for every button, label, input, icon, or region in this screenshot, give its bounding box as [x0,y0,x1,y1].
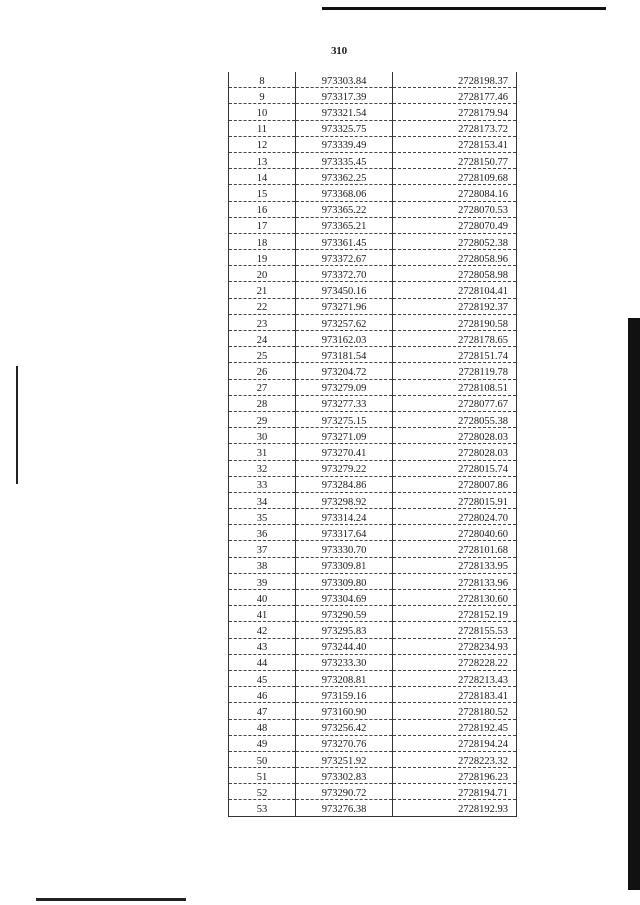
x-coordinate: 973295.83 [296,622,393,638]
table-row [229,541,517,557]
scan-mark-left [16,366,18,484]
x-coordinate: 973372.67 [296,250,393,266]
point-number: 51 [229,768,296,784]
x-coordinate: 973325.75 [296,120,393,136]
point-number: 9 [229,88,296,104]
table-row [229,120,517,136]
x-coordinate: 973279.22 [296,460,393,476]
y-coordinate: 2728133.95 [393,557,517,573]
table-row [229,573,517,589]
table-row [229,152,517,168]
y-coordinate: 2728234.93 [393,638,517,654]
table-row [229,476,517,492]
point-number: 28 [229,395,296,411]
x-coordinate: 973368.06 [296,185,393,201]
table-row [229,379,517,395]
x-coordinate: 973251.92 [296,751,393,767]
point-number: 8 [229,72,296,88]
point-number: 32 [229,460,296,476]
point-number: 13 [229,152,296,168]
point-number: 29 [229,411,296,427]
point-number: 12 [229,136,296,152]
point-number: 45 [229,670,296,686]
point-number: 48 [229,719,296,735]
point-number: 31 [229,444,296,460]
x-coordinate: 973330.70 [296,541,393,557]
y-coordinate: 2728055.38 [393,411,517,427]
table-row [229,492,517,508]
table-row [229,557,517,573]
table-row [229,347,517,363]
y-coordinate: 2728180.52 [393,703,517,719]
x-coordinate: 973279.09 [296,379,393,395]
table-row [229,104,517,120]
table-row [229,590,517,606]
y-coordinate: 2728194.24 [393,735,517,751]
table-row [229,638,517,654]
point-number: 23 [229,314,296,330]
y-coordinate: 2728192.93 [393,800,517,816]
point-number: 34 [229,492,296,508]
y-coordinate: 2728101.68 [393,541,517,557]
y-coordinate: 2728024.70 [393,509,517,525]
table-row [229,411,517,427]
y-coordinate: 2728153.41 [393,136,517,152]
point-number: 25 [229,347,296,363]
point-number: 47 [229,703,296,719]
y-coordinate: 2728108.51 [393,379,517,395]
y-coordinate: 2728228.22 [393,654,517,670]
table-row [229,525,517,541]
x-coordinate: 973361.45 [296,233,393,249]
table-row [229,233,517,249]
y-coordinate: 2728109.68 [393,169,517,185]
table-row [229,201,517,217]
point-number: 44 [229,654,296,670]
y-coordinate: 2728198.37 [393,72,517,88]
table-row [229,428,517,444]
point-number: 30 [229,428,296,444]
point-number: 42 [229,622,296,638]
table-row [229,363,517,379]
table-row [229,185,517,201]
point-number: 17 [229,217,296,233]
x-coordinate: 973160.90 [296,703,393,719]
x-coordinate: 973277.33 [296,395,393,411]
point-number: 40 [229,590,296,606]
x-coordinate: 973317.39 [296,88,393,104]
y-coordinate: 2728183.41 [393,687,517,703]
table-row [229,606,517,622]
table-row [229,217,517,233]
scan-edge-top [322,7,606,10]
y-coordinate: 2728028.03 [393,428,517,444]
page-number: 310 [331,45,347,57]
x-coordinate: 973302.83 [296,768,393,784]
table-row [229,670,517,686]
table-row [229,751,517,767]
point-number: 19 [229,250,296,266]
y-coordinate: 2728015.74 [393,460,517,476]
x-coordinate: 973276.38 [296,800,393,816]
scan-edge-bottom [36,898,186,901]
table-row [229,250,517,266]
point-number: 39 [229,573,296,589]
x-coordinate: 973271.09 [296,428,393,444]
table-row [229,136,517,152]
point-number: 26 [229,363,296,379]
y-coordinate: 2728119.78 [393,363,517,379]
point-number: 27 [229,379,296,395]
y-coordinate: 2728173.72 [393,120,517,136]
table-row [229,687,517,703]
point-number: 36 [229,525,296,541]
y-coordinate: 2728192.45 [393,719,517,735]
point-number: 50 [229,751,296,767]
x-coordinate: 973256.42 [296,719,393,735]
coordinates-table-body [229,72,517,816]
point-number: 11 [229,120,296,136]
x-coordinate: 973208.81 [296,670,393,686]
x-coordinate: 973270.76 [296,735,393,751]
table-row [229,72,517,88]
table-row [229,266,517,282]
x-coordinate: 973362.25 [296,169,393,185]
point-number: 37 [229,541,296,557]
table-row [229,331,517,347]
table-row [229,703,517,719]
table-row [229,735,517,751]
point-number: 41 [229,606,296,622]
table-row [229,800,517,816]
x-coordinate: 973372.70 [296,266,393,282]
point-number: 53 [229,800,296,816]
x-coordinate: 973298.92 [296,492,393,508]
x-coordinate: 973284.86 [296,476,393,492]
table-row [229,314,517,330]
y-coordinate: 2728070.49 [393,217,517,233]
x-coordinate: 973162.03 [296,331,393,347]
x-coordinate: 973339.49 [296,136,393,152]
point-number: 35 [229,509,296,525]
table-row [229,395,517,411]
y-coordinate: 2728007.86 [393,476,517,492]
x-coordinate: 973450.16 [296,282,393,298]
y-coordinate: 2728194.71 [393,784,517,800]
point-number: 43 [229,638,296,654]
x-coordinate: 973303.84 [296,72,393,88]
y-coordinate: 2728070.53 [393,201,517,217]
x-coordinate: 973271.96 [296,298,393,314]
table-row [229,169,517,185]
x-coordinate: 973257.62 [296,314,393,330]
x-coordinate: 973365.21 [296,217,393,233]
x-coordinate: 973270.41 [296,444,393,460]
point-number: 24 [229,331,296,347]
point-number: 22 [229,298,296,314]
point-number: 14 [229,169,296,185]
point-number: 38 [229,557,296,573]
y-coordinate: 2728040.60 [393,525,517,541]
scan-edge-right [628,318,640,890]
point-number: 16 [229,201,296,217]
table-row [229,654,517,670]
point-number: 21 [229,282,296,298]
table-row [229,784,517,800]
y-coordinate: 2728152.19 [393,606,517,622]
x-coordinate: 973204.72 [296,363,393,379]
x-coordinate: 973290.59 [296,606,393,622]
table-row [229,460,517,476]
x-coordinate: 973275.15 [296,411,393,427]
point-number: 49 [229,735,296,751]
table-row [229,282,517,298]
x-coordinate: 973159.16 [296,687,393,703]
table-row [229,768,517,784]
x-coordinate: 973365.22 [296,201,393,217]
x-coordinate: 973233.30 [296,654,393,670]
x-coordinate: 973290.72 [296,784,393,800]
point-number: 46 [229,687,296,703]
y-coordinate: 2728223.32 [393,751,517,767]
x-coordinate: 973335.45 [296,152,393,168]
y-coordinate: 2728015.91 [393,492,517,508]
y-coordinate: 2728058.98 [393,266,517,282]
point-number: 15 [229,185,296,201]
y-coordinate: 2728028.03 [393,444,517,460]
y-coordinate: 2728150.77 [393,152,517,168]
y-coordinate: 2728058.96 [393,250,517,266]
y-coordinate: 2728151.74 [393,347,517,363]
x-coordinate: 973314.24 [296,509,393,525]
y-coordinate: 2728213.43 [393,670,517,686]
y-coordinate: 2728077.67 [393,395,517,411]
y-coordinate: 2728084.16 [393,185,517,201]
coordinates-table [228,72,517,817]
table-row [229,622,517,638]
y-coordinate: 2728192.37 [393,298,517,314]
table-row [229,509,517,525]
y-coordinate: 2728190.58 [393,314,517,330]
x-coordinate: 973181.54 [296,347,393,363]
point-number: 33 [229,476,296,492]
y-coordinate: 2728155.53 [393,622,517,638]
table-row [229,298,517,314]
point-number: 20 [229,266,296,282]
y-coordinate: 2728196.23 [393,768,517,784]
point-number: 18 [229,233,296,249]
y-coordinate: 2728177.46 [393,88,517,104]
x-coordinate: 973244.40 [296,638,393,654]
y-coordinate: 2728052.38 [393,233,517,249]
y-coordinate: 2728179.94 [393,104,517,120]
y-coordinate: 2728104.41 [393,282,517,298]
y-coordinate: 2728178.65 [393,331,517,347]
x-coordinate: 973309.80 [296,573,393,589]
x-coordinate: 973309.81 [296,557,393,573]
x-coordinate: 973317.64 [296,525,393,541]
point-number: 52 [229,784,296,800]
y-coordinate: 2728133.96 [393,573,517,589]
x-coordinate: 973304.69 [296,590,393,606]
x-coordinate: 973321.54 [296,104,393,120]
table-row [229,88,517,104]
y-coordinate: 2728130.60 [393,590,517,606]
point-number: 10 [229,104,296,120]
table-row [229,719,517,735]
table-row [229,444,517,460]
